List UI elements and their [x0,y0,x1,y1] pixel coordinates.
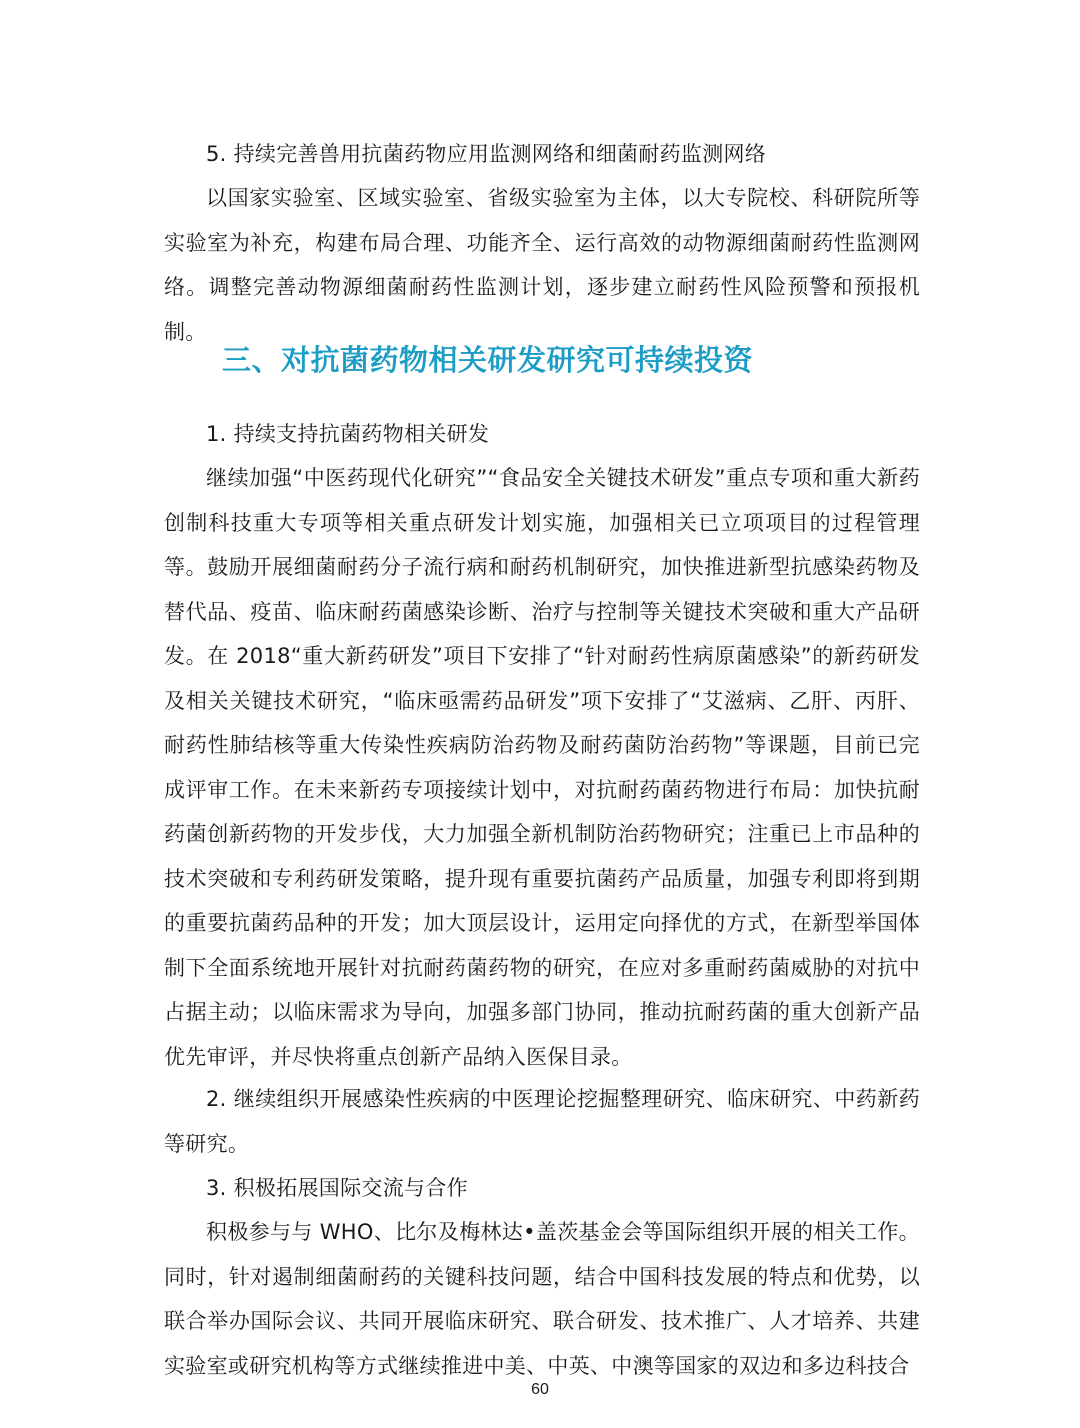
item3-heading: 3. 积极拓展国际交流与合作 [206,1176,468,1200]
item1-paragraph: 继续加强“中医药现代化研究”“食品安全关键技术研发”重点专项和重大新药创制科技重大专项等相关重点研发计划实施，加强相关已立项项目的过程管理等。鼓励开展细菌耐药分子流行病和耐药机制研究，加快推进新型抗感染药物及替代品、疫苗、临床耐药菌感染诊断、治疗与控制等关键技术突破和重大产品研发。在 2018“重大新药研发”项目下安排了“针对耐药性病原菌感染”的新药研发及相关关键技术研究，“临床亟需药品研发”项下安排了“艾滋病、乙肝、丙肝、耐药性肺结核等重大传染性疾病防治药物及耐药菌防治药物”等课题，目前已完成评审工作。在未来新药专项接续计划中，对抗耐药菌药物进行布局：加快抗耐药菌创新药物的开发步伐，大力加强全新机制防治药物研究；注重已上市品种的技术突破和专利药研发策略，提升现有重要抗菌药产品质量，加强专利即将到期的重要抗菌药品种的开发；加大顶层设计，运用定向择优的方式，在新型举国体制下全面系统地开展针对抗耐药菌药物的研究，在应对多重耐药菌威胁的对抗中占据主动；以临床需求为导向，加强多部门协同，推动抗耐药菌的重大创新产品优先审评，并尽快将重点创新产品纳入医保目录。 [164,466,920,1069]
item5-paragraph: 以国家实验室、区域实验室、省级实验室为主体，以大专院校、科研院所等实验室为补充，构建布局合理、功能齐全、运行高效的动物源细菌耐药性监测网络。调整完善动物源细菌耐药性监测计划，逐步建立耐药性风险预警和预报机制。 [164,186,920,344]
item5-heading: 5. 持续完善兽用抗菌药物应用监测网络和细菌耐药监测网络 [206,142,767,166]
item2-paragraph: 2. 继续组织开展感染性疾病的中医理论挖掘整理研究、临床研究、中药新药等研究。 [164,1087,920,1156]
item1-heading: 1. 持续支持抗菌药物相关研发 [206,422,490,446]
section-title: 三、对抗菌药物相关研发研究可持续投资 [222,343,754,377]
page-number: 60 [531,1381,549,1398]
item3-paragraph: 积极参与与 WHO、比尔及梅林达•盖茨基金会等国际组织开展的相关工作。同时，针对遏制细菌耐药的关键科技问题，结合中国科技发展的特点和优势，以联合举办国际会议、共同开展临床研究、联合研发、技术推广、人才培养、共建实验室或研究机构等方式继续推进中美、中英、中澳等国家的双边和多边科技合 [164,1220,920,1378]
